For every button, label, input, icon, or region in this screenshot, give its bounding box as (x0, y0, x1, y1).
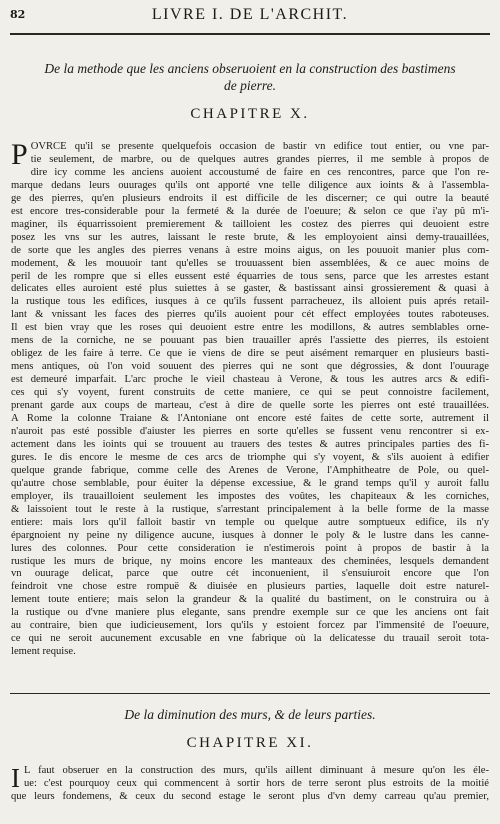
text-line: la rustique tous les edifices, iusques à ce qu'ils fussent parracheuez, ils alloient puis aprés retail- (11, 296, 489, 308)
text-line: épargnoient ny peine ny diligence aucune, iusques à donner le poly & le lustre dans les canne- (11, 529, 489, 541)
text-line: est encore tres-considerable pour la fermeté & la durée de l'oeuure; & selon ce que i'ay pû m'i- (11, 205, 489, 217)
text-line: mens antiques, où l'on void souuent des pierres qui ne sont que dégrossies, & dont l'ouurage (11, 361, 489, 373)
text-line: la rustique ou d'vne maniere plus elegante, sans prendre exemple sur ce que les anciens ont fait (11, 607, 489, 619)
running-head: LIVRE I. DE L'ARCHIT. (151, 6, 349, 23)
text-line: qu'autre chose semblable, pour éuiter la dépense excessiue, & le grand temps qu'il y auroit fallu (11, 477, 489, 489)
text-line: dire icy comme les anciens auoient accoustumé de faire en ces rencontres, parce que l'on re- (30, 166, 489, 178)
text-line: ces qui s'y voyent, furent construits de cette maniere, ce qui se peut connoistre facilement, (11, 387, 489, 399)
text-line: gures. Ie dis encore le mesme de ces arcs de triomphe qui s'y voyent, & s'ils auoient à edifier (11, 451, 489, 463)
text-line: peril de les rompre que si elles eussent esté équarries de tous sens, parce que les arrestes estant (11, 270, 489, 282)
text-line: employer, ils trauailloient seulement les impostes des voûtes, les chapiteaux & les corniches, (11, 490, 489, 502)
text-line: lures des colonnes. Pour cette consideration ie n'estimerois point à propos de bastir à la (11, 542, 489, 554)
page-number: 82 (10, 8, 26, 21)
chapter-x-text (11, 138, 489, 659)
text-line: quelque grande fabrique, comme celle des Arenes de Verone, l'Amphitheatre de Pole, ou quel- (11, 464, 489, 476)
text-line: tie seulement, de marbre, ou de quelques autres grandes pierres, il me semble à propos de (30, 153, 489, 165)
text-line: ue: c'est pourquoy ceux qui commencent à sortir hors de terre seront plus estroits de la moitié (24, 777, 489, 789)
text-line: delicates elles auroient esté plus suiettes à se gaster, & bastissant ainsi grossierement & quasi à (11, 283, 489, 295)
text-line: lant & vnissant les faces des pierres qu'ils auoient pour cét effect employées toutes raboteuses. (11, 309, 489, 321)
header-rule (10, 33, 490, 35)
text-line: maginer, ils équarrissoient premierement & tailloient les costez des pierres qui deuoient estre (11, 218, 489, 230)
section-title-1 (18, 60, 482, 94)
section-title-1-line2: de pierre. (224, 78, 276, 93)
text-line: vn ouurage delicat, parce que outre cét inconuenient, il s'ensuiuroit encore que l'on (11, 568, 489, 580)
text-line: que leurs fondemens, & ceux du second estage le seront plus d'vn demy carreau qu'au premier, (11, 790, 489, 802)
text-line: posez les vns sur les autres, laissant le reste brute, & les employoient ainsi demy-trauaillées, (11, 231, 489, 243)
text-line: Il est bien vray que les roses qui deuoient estre entre les modillons, & autres semblables orne- (11, 322, 489, 334)
text-line: est demeuré imparfait. L'arc proche le vieil chasteau à Verone, & tous les autres arcs & edifi- (11, 374, 489, 386)
text-line: & laissoient tout le reste à la rustique, s'arrestant principalement à la belle forme de la masse (11, 503, 489, 515)
chapter-title-x: CHAPITRE X. (190, 106, 310, 122)
text-line: marque dedans leurs ouurages qu'ils ont apporté vne telle diligence aux ioints & à l'assembla- (11, 179, 489, 191)
section-title-2: De la diminution des murs, & de leurs parties. (124, 707, 376, 722)
chapter-title-xi: CHAPITRE XI. (186, 735, 314, 751)
section-divider (10, 693, 490, 694)
text-line: L faut obseruer en la construction des murs, qu'ils aillent diminuant à mesure qu'on les éle- (24, 765, 489, 776)
section-title-1-line1: De la methode que les anciens obseruoient en la construction des bastimens (44, 61, 456, 76)
text-line: au contraire, bien que iudicieusement, lors qu'ils y estoient forcez par l'immensité de l'oeuure, (11, 620, 489, 632)
text-line: rustique les murs de brique, ny moins encore les manteaux des cheminées, lesquels demandent (11, 555, 489, 567)
text-line: OVRCE qu'il se presente quelquefois occasion de bastir vn edifice tout entier, ou vne par- (30, 141, 489, 152)
text-line: mens de la corniche, ne se pouuant pas bien trauailler aprés l'assiette des pierres, ils estoient (11, 335, 489, 347)
text-line: actement dans les ioints qui se trouuent au trauers des testes & autres principales parties des fi- (11, 438, 489, 450)
text-line: entiere: mais lors qu'il falloit bastir vn temple ou quelque autre somptueux edifice, ils n'y (11, 516, 489, 528)
text-line: obligez de les faire à terre. Ce que ie viens de dire se peut aisément remarquer en plusieurs basti- (11, 348, 489, 360)
drop-cap: P (11, 138, 28, 171)
text-line: feindroit vne chose estre rompuë & diuisée en plusieurs parties, laquelle doit estre naturel- (11, 581, 489, 593)
text-line: modement, & les mouuoir tant qu'elles se trouuassent bien assemblées, & ce auec moins de (11, 257, 489, 269)
text-line: lement requise. (11, 646, 76, 658)
text-line: lement toute entiere; mais selon la grandeur & la qualité du bastiment, on le construira ou à (11, 594, 489, 606)
text-line: n'auroit pas esté possible d'aiuster les pierres en sorte qu'elles se fussent venu rencontrer si ex- (11, 425, 489, 437)
text-line: ge des pierres, qu'en plusieurs endroits il est difficile de les discerner; ce qui outre la beauté (11, 192, 489, 204)
text-line: de sorte que les angles des pierres venans à estre moins aigus, on les pouuoit manier plus com- (11, 244, 489, 256)
chapter-xi-text (11, 765, 489, 804)
text-line: A Rome la colonne Traiane & l'Antoniane ont encore esté faites de cette sorte, autrement il (11, 413, 489, 425)
text-line: ce qui ne seroit aucunement excusable en vne fabrique où la delicatesse du trauail seroit tota- (11, 633, 489, 645)
text-line: prenant garde aux coups de marteau, c'est à dire de quelle sorte les pierres ont esté trauaillées. (11, 400, 489, 412)
drop-cap: I (11, 763, 20, 793)
